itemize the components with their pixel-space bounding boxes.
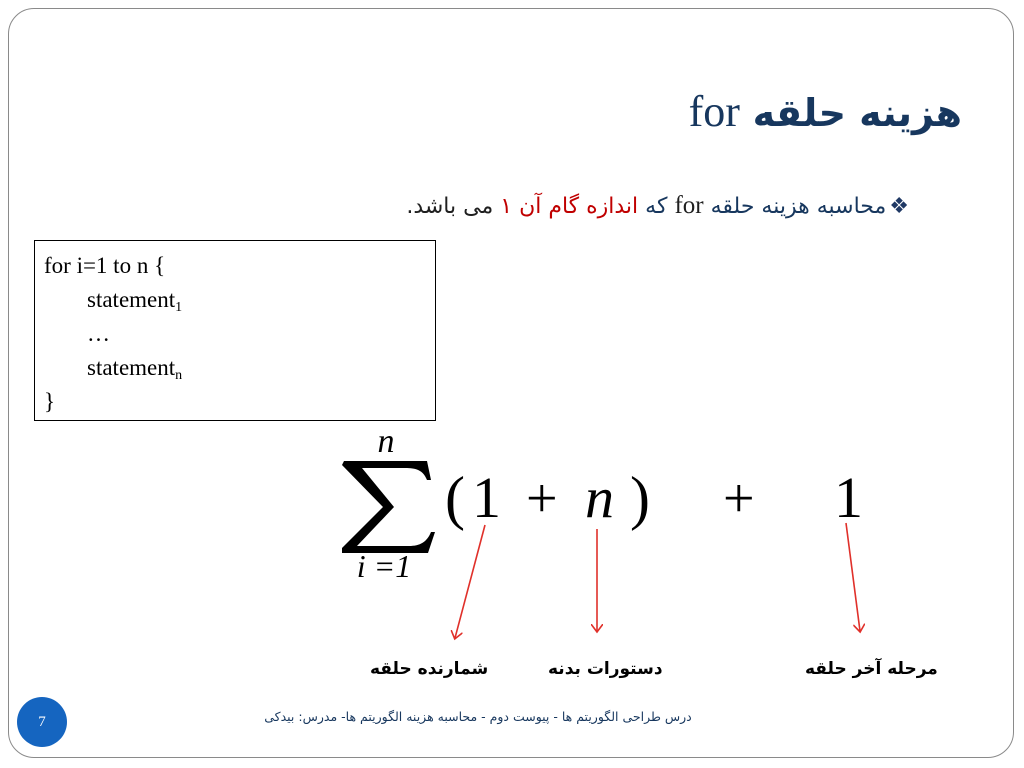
label-loop-counter: شمارنده حلقه <box>370 659 489 679</box>
bullet-diamond-icon: ❖ <box>889 194 909 219</box>
code-line-close-brace: } <box>44 389 56 414</box>
plus-inner: + <box>526 468 558 530</box>
term-n: n <box>585 465 614 530</box>
sigma-symbol <box>342 461 435 553</box>
bullet-for-keyword: for <box>674 192 704 219</box>
term-one: 1 <box>472 465 501 530</box>
sum-upper-limit: n <box>377 423 395 460</box>
statement-subscript: 1 <box>175 300 183 315</box>
plus-outer: + <box>723 468 755 530</box>
label-last-step: مرحله آخر حلقه <box>805 659 938 679</box>
statement-text: statement <box>87 287 176 312</box>
bullet-text-part3: که <box>645 194 668 219</box>
bullet-highlight: اندازه گام آن ۱ <box>500 194 639 219</box>
paren-open: ( <box>445 465 465 531</box>
page-number-badge: 7 <box>17 697 67 747</box>
arrow-last-step <box>846 523 860 631</box>
statement-text: statement <box>87 355 176 380</box>
label-body-statements: دستورات بدنه <box>548 659 663 679</box>
title-persian: هزینه حلقه <box>752 91 962 135</box>
bullet-text-part1: محاسبه هزینه حلقه <box>710 194 887 219</box>
bullet-text-part5: می باشد. <box>406 194 494 219</box>
final-one: 1 <box>834 465 863 530</box>
statement-subscript: n <box>175 368 183 383</box>
paren-close: ) <box>630 465 650 531</box>
code-line-for: for i=1 to n { <box>44 253 166 278</box>
code-line-ellipsis: … <box>87 321 110 346</box>
arrow-counter <box>455 525 485 638</box>
title-for-keyword: for <box>688 87 740 136</box>
sum-lower-limit: i =1 <box>356 548 412 584</box>
footer-text: درس طراحی الگوریتم ها - پیوست دوم - محاسبه هزینه الگوریتم ها- مدرس: بیدکی <box>264 709 692 724</box>
